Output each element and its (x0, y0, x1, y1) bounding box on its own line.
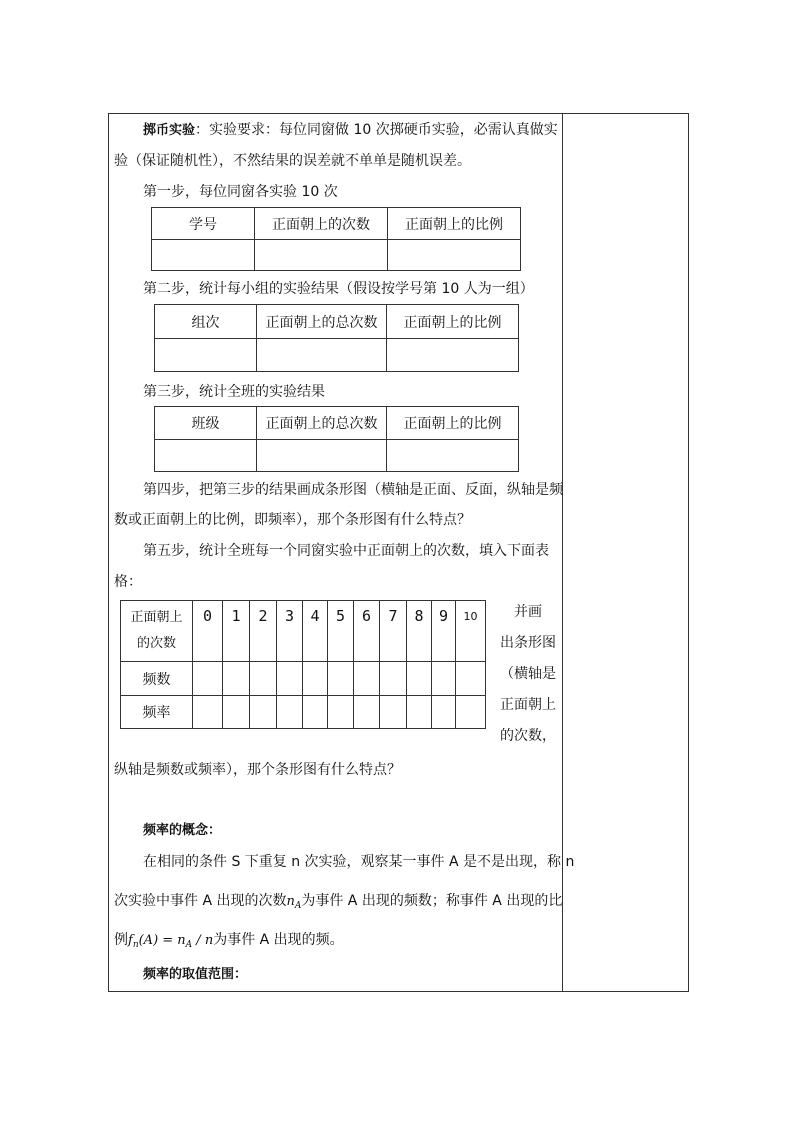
coin-line-2: 验（保证随机性），不然结果的误差就不单单是随机误差。 (114, 153, 471, 169)
table4-cell[interactable] (354, 662, 380, 696)
concept-line-2a: 次实验中事件 A 出现的次数 (114, 893, 287, 909)
side-text-2: 出条形图 (500, 635, 556, 651)
range-title: 频率的取值范围： (143, 967, 248, 982)
side-text-5: 的次数， (500, 728, 556, 744)
table4-cell[interactable] (250, 662, 277, 696)
table4-header-line-2: 的次数 (136, 636, 176, 651)
table3-header-total: 正面朝上的总次数 (257, 407, 387, 440)
table2-header-group: 组次 (155, 305, 257, 339)
table1-cell[interactable] (388, 240, 521, 271)
symbol-nA (286, 894, 301, 909)
table1-header-ratio: 正面朝上的比例 (388, 208, 521, 240)
table2-cell[interactable] (257, 339, 387, 372)
count-7: 7 (380, 601, 407, 662)
table4-header (121, 601, 193, 662)
table3-cell[interactable] (257, 440, 387, 472)
table1-cell[interactable] (255, 240, 388, 271)
table4-cell[interactable] (250, 696, 277, 729)
table4-row-rate: 频率 (121, 696, 193, 729)
table3-header-class: 班级 (155, 407, 257, 440)
formula-end: / n (192, 933, 214, 948)
side-text-1: 并画 (514, 604, 542, 620)
after-table-text: 纵轴是频数或频率），那个条形图有什么特点？ (114, 762, 401, 778)
table4-cell[interactable] (277, 696, 303, 729)
step3-text: 第三步，统计全班的实验结果 (143, 384, 325, 400)
step4-line-1: 第四步，把第三步的结果画成条形图（横轴是正面、反面，纵轴是频 (143, 482, 563, 498)
frequency-formula (128, 933, 213, 948)
table4-cell[interactable] (328, 662, 354, 696)
table2-cell[interactable] (155, 339, 257, 372)
count-2: 2 (250, 601, 277, 662)
table4-cell[interactable] (456, 696, 486, 729)
table1-header-count: 正面朝上的次数 (255, 208, 388, 240)
table2-header-total: 正面朝上的总次数 (257, 305, 387, 339)
table4-cell[interactable] (277, 662, 303, 696)
table-step2 (154, 304, 519, 372)
formula-f: f (128, 933, 133, 948)
count-0: 0 (193, 601, 223, 662)
table4-cell[interactable] (380, 696, 407, 729)
count-1: 1 (223, 601, 250, 662)
table4-row-frequency: 频数 (121, 662, 193, 696)
table1-header-id: 学号 (152, 208, 255, 240)
count-9: 9 (432, 601, 456, 662)
table4-cell[interactable] (456, 662, 486, 696)
table4-cell[interactable] (354, 696, 380, 729)
count-5: 5 (328, 601, 354, 662)
table2-header-ratio: 正面朝上的比例 (387, 305, 519, 339)
table1-cell[interactable] (152, 240, 255, 271)
concept-line-1: 在相同的条件 S 下重复 n 次实验，观察某一事件 A 是不是出现，称 n (143, 854, 575, 870)
table4-cell[interactable] (303, 696, 328, 729)
concept-line-3b: 为事件 A 出现的频。 (213, 932, 344, 948)
count-6: 6 (354, 601, 380, 662)
side-text-3: （横轴是 (500, 666, 556, 682)
count-10: 10 (456, 601, 486, 662)
count-3: 3 (277, 601, 303, 662)
coin-title: 掷币实验 (143, 123, 196, 138)
table4-cell[interactable] (193, 662, 223, 696)
table4-cell[interactable] (223, 696, 250, 729)
table4-cell[interactable] (407, 696, 432, 729)
symbol-n: n (286, 894, 295, 909)
table4-cell[interactable] (407, 662, 432, 696)
table3-cell[interactable] (387, 440, 519, 472)
coin-line-1-text: ：实验要求：每位同窗做 10 次掷硬币实验，必需认真做实 (195, 122, 558, 138)
table4-header-line-1: 正面朝上 (130, 610, 183, 625)
table4-cell[interactable] (328, 696, 354, 729)
step5-line-1: 第五步，统计全班每一个同窗实验中正面朝上的次数，填入下面表 (143, 543, 549, 559)
step2-text: 第二步，统计每小组的实验结果（假设按学号第 10 人为一组） (143, 281, 534, 297)
concept-line-3a: 例 (114, 932, 128, 948)
table-step5 (120, 600, 486, 729)
concept-title: 频率的概念： (143, 823, 222, 838)
table4-cell[interactable] (380, 662, 407, 696)
table4-cell[interactable] (193, 696, 223, 729)
table4-cell[interactable] (432, 662, 456, 696)
concept-line-2b: 为事件 A 出现的频数；称事件 A 出现的比 (301, 893, 563, 909)
table3-cell[interactable] (155, 440, 257, 472)
step5-line-2: 格： (114, 574, 142, 590)
side-text-4: 正面朝上 (500, 697, 556, 713)
step1-text: 第一步，每位同窗各实验 10 次 (143, 184, 338, 200)
count-8: 8 (407, 601, 432, 662)
table-step1 (151, 207, 521, 271)
symbol-subscript-A: A (294, 901, 302, 911)
table3-header-ratio: 正面朝上的比例 (387, 407, 519, 440)
coin-line-1 (143, 120, 589, 141)
formula-middle: (A) = n (138, 933, 186, 948)
table2-cell[interactable] (387, 339, 519, 372)
table4-cell[interactable] (303, 662, 328, 696)
table4-cell[interactable] (223, 662, 250, 696)
table-step3 (154, 406, 519, 472)
formula-subscript-n: n (132, 940, 139, 950)
count-4: 4 (303, 601, 328, 662)
formula-subscript-A: A (185, 940, 193, 950)
step4-line-2: 数或正面朝上的比例，即频率），那个条形图有什么特点？ (114, 512, 471, 528)
concept-line-3 (114, 930, 560, 955)
concept-line-2 (114, 891, 563, 916)
table4-cell[interactable] (432, 696, 456, 729)
